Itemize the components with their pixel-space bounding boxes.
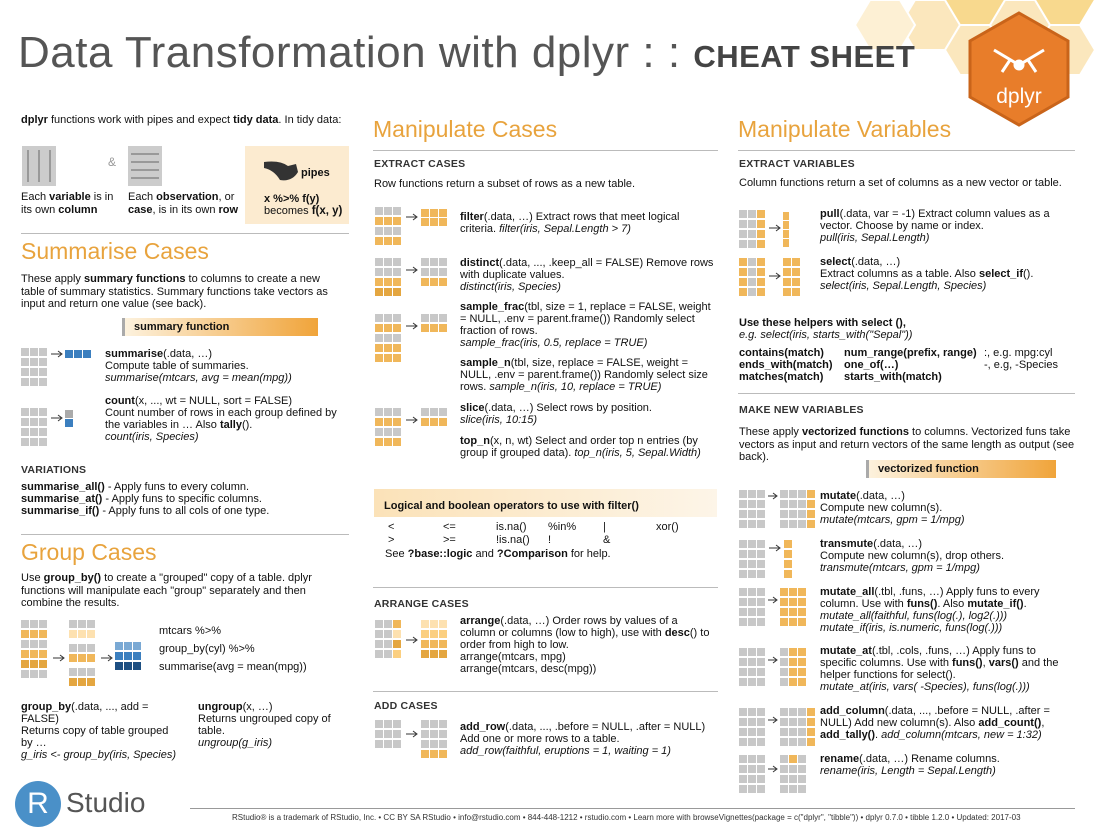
pipe-icon bbox=[262, 158, 302, 184]
footer-rule bbox=[190, 808, 1075, 809]
op: | bbox=[603, 521, 606, 533]
arrange-icon bbox=[375, 620, 455, 664]
extract-variables-title: EXTRACT VARIABLES bbox=[739, 158, 855, 170]
op: is.na() bbox=[496, 521, 527, 533]
group-code-3: summarise(avg = mean(mpg)) bbox=[159, 661, 307, 673]
op: & bbox=[603, 534, 611, 546]
variation-2: summarise_at() - Apply funs to specific columns. bbox=[21, 493, 262, 505]
variations-list bbox=[21, 481, 351, 517]
group-code-1: mtcars %>% bbox=[159, 625, 222, 637]
ampersand: & bbox=[108, 155, 117, 169]
make-new-variables-title: MAKE NEW VARIABLES bbox=[739, 404, 864, 416]
sample-frac-entry: sample_frac(tbl, size = 1, replace = FALSE, weight = NULL, .env = parent.frame()) Randomly select fraction of rows. sample_frac(iris, 0.5, replace = TRUE) bbox=[460, 301, 711, 349]
op: <= bbox=[443, 521, 456, 533]
slice-entry: slice(.data, …) Select rows by position. slice(iris, 10:15) bbox=[460, 402, 652, 426]
rename-entry: rename(.data, …) Rename columns. rename(iris, Length = Sepal.Length) bbox=[820, 753, 1000, 777]
logic-title: Logical and boolean operators to use with filter() bbox=[384, 500, 639, 512]
operators-row bbox=[388, 534, 718, 547]
rstudio-logo-r: R bbox=[15, 781, 61, 827]
ungroup-entry: ungroup(x, …) Returns ungrouped copy of table. ungroup(g_iris) bbox=[198, 701, 331, 749]
logic-help: See ?base::logic and ?Comparison for help. bbox=[385, 548, 611, 560]
op: ! bbox=[548, 534, 552, 546]
summarise-entry: summarise(.data, …) Compute table of summaries. summarise(mtcars, avg = mean(mpg)) bbox=[105, 348, 292, 384]
pipes-label: pipes bbox=[301, 167, 330, 179]
pull-icon bbox=[739, 210, 799, 250]
add-row-entry: add_row(.data, ..., .before = NULL, .after = NULL) Add one or more rows to a table. add_row(faithful, eruptions = 1, waiting = 1) bbox=[460, 721, 706, 757]
banner-marker bbox=[122, 318, 125, 336]
transmute-icon bbox=[739, 540, 799, 580]
group-by-entry: group_by(.data, ..., add = FALSE) Returns copy of table grouped by … g_iris <- group_by(iris, Species) bbox=[21, 701, 176, 761]
count-entry: count(x, ..., wt = NULL, sort = FALSE) Count number of rows in each group defined by the variables in … Also tally(). count(iris, Species) bbox=[105, 395, 337, 443]
add-column-entry: add_column(.data, ..., .before = NULL, .after = NULL) Add new column(s). Also add_count(), add_tally(). add_column(mtcars, new = 1:32) bbox=[820, 705, 1050, 741]
helpers-title: Use these helpers with select (), bbox=[739, 317, 906, 329]
select-entry: select(.data, …) Extract columns as a table. Also select_if(). select(iris, Sepal.Length, Species) bbox=[820, 256, 1034, 292]
top-n-entry: top_n(x, n, wt) Select and order top n entries (by group if grouped data). top_n(iris, 5, Sepal.Width) bbox=[460, 435, 701, 459]
banner-marker bbox=[866, 460, 869, 478]
extract-variables-desc: Column functions return a set of columns as a new vector or table. bbox=[739, 177, 1062, 189]
helper-matches: matches(match) bbox=[739, 371, 824, 383]
variable-caption: Each variable is in its own column bbox=[21, 191, 114, 216]
helpers-col-2 bbox=[844, 347, 977, 383]
helper-minus: -, e.g, -Species bbox=[984, 359, 1058, 371]
manipulate-cases-title: Manipulate Cases bbox=[373, 116, 558, 142]
intro-text: dplyr functions work with pipes and expect tidy data. In tidy data: bbox=[21, 114, 342, 126]
divider bbox=[738, 393, 1075, 394]
filter-icon bbox=[375, 207, 455, 249]
sample-frac-icon bbox=[375, 314, 455, 364]
add-row-icon bbox=[375, 720, 455, 764]
select-icon bbox=[739, 258, 809, 298]
make-new-variables-desc: These apply vectorized functions to columns. Vectorized funs take vectors as input and return vectors of the same length as output (see back). bbox=[739, 426, 1075, 463]
op: > bbox=[388, 534, 395, 546]
rstudio-logo-text: Studio bbox=[66, 787, 146, 818]
helper-num-range: num_range(prefix, range) bbox=[844, 347, 977, 359]
mutate-entry: mutate(.data, …) Compute new column(s). mutate(mtcars, gpm = 1/mpg) bbox=[820, 490, 965, 526]
variation-1: summarise_all() - Apply funs to every column. bbox=[21, 481, 250, 493]
divider bbox=[373, 691, 718, 692]
helper-starts-with: starts_with(match) bbox=[844, 371, 942, 383]
arrange-entry: arrange(.data, …) Order rows by values of a column or columns (low to high), use with desc() to order from high to low. arrange(mtcars, mpg) arrange(mtcars, desc(mpg)) bbox=[460, 615, 710, 675]
helpers-example: e.g. select(iris, starts_with("Sepal")) bbox=[739, 329, 913, 341]
divider bbox=[21, 233, 349, 234]
helper-colon: :, e.g. mpg:cyl bbox=[984, 347, 1053, 359]
slice-icon bbox=[375, 408, 455, 450]
summarise-title: Summarise Cases bbox=[21, 238, 209, 264]
extract-cases-title: EXTRACT CASES bbox=[374, 158, 466, 170]
op: >= bbox=[443, 534, 456, 546]
summary-function-banner: summary function bbox=[122, 318, 318, 336]
op: < bbox=[388, 521, 395, 533]
tidy-observation-icon bbox=[128, 146, 162, 186]
pull-entry: pull(.data, var = -1) Extract column values as a vector. Choose by name or index. pull(iris, Sepal.Length) bbox=[820, 208, 1050, 244]
pipe-code: x %>% f(y) bbox=[264, 193, 320, 205]
group-desc: Use group_by() to create a "grouped" copy of a table. dplyr functions will manipulate each "group" separately and then combine the results. bbox=[21, 572, 312, 609]
mutate-icon bbox=[739, 490, 819, 530]
divider bbox=[738, 150, 1075, 151]
vectorized-function-banner: vectorized function bbox=[866, 460, 1056, 478]
rename-icon bbox=[739, 755, 819, 799]
helper-contains: contains(match) bbox=[739, 347, 824, 359]
cheat-sheet-label: CHEAT SHEET bbox=[693, 39, 916, 74]
variation-3: summarise_if() - Apply funs to all cols of one type. bbox=[21, 505, 270, 517]
distinct-icon bbox=[375, 258, 455, 300]
transmute-entry: transmute(.data, …) Compute new column(s), drop others. transmute(mtcars, gpm = 1/mpg) bbox=[820, 538, 1005, 574]
sample-n-entry: sample_n(tbl, size, replace = FALSE, weight = NULL, .env = parent.frame()) Randomly select size rows. sample_n(iris, 10, replace = TRUE) bbox=[460, 357, 708, 393]
count-icon bbox=[21, 408, 81, 448]
extract-cases-desc: Row functions return a subset of rows as a new table. bbox=[374, 178, 636, 190]
helpers-col-3 bbox=[984, 347, 1058, 371]
mutate-all-entry: mutate_all(.tbl, .funs, …) Apply funs to every column. Use with funs(). Also mutate_if(). mutate_all(faithful, funs(log(.), log2(.))) mutate_if(iris, is.numeric, funs(log(.))) bbox=[820, 586, 1040, 634]
mutate-all-icon bbox=[739, 588, 819, 628]
divider bbox=[21, 534, 349, 535]
operators-table bbox=[388, 521, 718, 547]
op: %in% bbox=[548, 521, 577, 533]
helper-one-of: one_of(…) bbox=[844, 359, 899, 371]
divider bbox=[373, 150, 718, 151]
variations-title: VARIATIONS bbox=[21, 464, 87, 476]
distinct-entry: distinct(.data, ..., .keep_all = FALSE) Remove rows with duplicate values. distinct(iris, Species) bbox=[460, 257, 714, 293]
op: !is.na() bbox=[496, 534, 530, 546]
dplyr-logo bbox=[964, 10, 1074, 128]
helper-ends-with: ends_with(match) bbox=[739, 359, 833, 371]
op: xor() bbox=[656, 521, 679, 533]
logo-text: dplyr bbox=[996, 85, 1042, 108]
summarise-desc: These apply summary functions to columns to create a new table of summary statistics. Summary functions take vectors as input and return one value (see back). bbox=[21, 273, 328, 310]
mutate-at-icon bbox=[739, 648, 819, 688]
tidy-variable-icon bbox=[22, 146, 56, 186]
group-title: Group Cases bbox=[21, 539, 157, 565]
operators-row bbox=[388, 521, 718, 534]
footer-text: RStudio® is a trademark of RStudio, Inc. • CC BY SA RStudio • info@rstudio.com • 844-448-1212 • rstudio.com • Learn more with browseVignettes(package = c("dplyr", "tibble")) • dplyr 0.7.0 • tibble 1.2.0 • Updated: 2017-03 bbox=[232, 813, 1021, 822]
divider bbox=[373, 587, 718, 588]
group-code-2: group_by(cyl) %>% bbox=[159, 643, 255, 655]
add-column-icon bbox=[739, 708, 819, 748]
manipulate-variables-title: Manipulate Variables bbox=[738, 116, 952, 142]
arrange-cases-title: ARRANGE CASES bbox=[374, 598, 469, 610]
observation-caption: Each observation, or case, is in its own row bbox=[128, 191, 239, 216]
filter-entry: filter(.data, …) Extract rows that meet logical criteria. filter(iris, Sepal.Length > 7) bbox=[460, 211, 680, 235]
summarise-icon bbox=[21, 348, 101, 388]
add-cases-title: ADD CASES bbox=[374, 700, 438, 712]
mutate-at-entry: mutate_at(.tbl, .cols, .funs, …) Apply funs to specific columns. Use with funs(), vars() and the helper functions for select(). mutate_at(iris, vars( -Species), funs(log(.))) bbox=[820, 645, 1059, 693]
pipe-becomes: becomes f(x, y) bbox=[264, 205, 343, 217]
page-title: Data Transformation with dplyr : : CHEAT SHEET bbox=[18, 28, 916, 77]
group-by-icon bbox=[21, 620, 146, 690]
helpers-col-1 bbox=[739, 347, 833, 383]
